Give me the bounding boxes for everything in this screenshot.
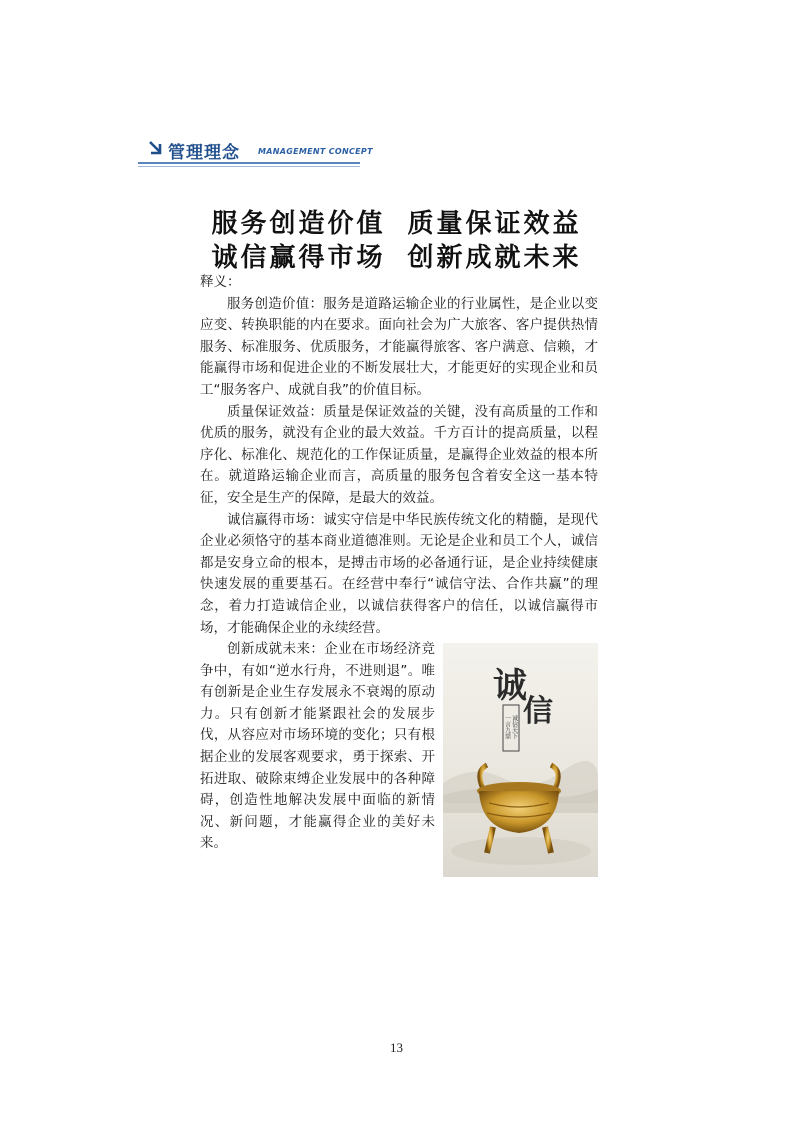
slogan-phrase: 创新成就未来 xyxy=(407,243,582,273)
paragraph-quality: 质量保证效益：质量是保证效益的关键，没有高质量的工作和优质的服务，就没有企业的最大效益。千方百计的提高质量，以程序化、标准化、规范化的工作保证质量，是赢得企业效益的根本所在。就道路运输企业而言，高质量的服务包含着安全这一基本特征，安全是生产的保障，是最大的效益。 xyxy=(200,403,598,506)
slogan-phrase: 质量保证效益 xyxy=(407,209,582,239)
calligraphy-char-2: 信 xyxy=(523,694,553,730)
slogan-phrase: 诚信赢得市场 xyxy=(211,243,386,273)
paragraph-innovation: 创新成就未来：企业在市场经济竞争中，有如“逆水行舟，不进则退”。唯有创新是企业生存发展永不衰竭的原动力。只有创新才能紧跟社会的发展步伐，从容应对市场环境的变化；只有根据企业的发展客观要求，勇于探索、开拓进取、破除束缚企业发展中的各种障碍，创造性地解决发展中面临的新情况、新问题，才能赢得企业的美好未来。 xyxy=(200,641,435,852)
header-rule xyxy=(138,162,360,164)
integrity-ding-image xyxy=(443,643,598,877)
header-rule-thin xyxy=(138,166,360,167)
slogan-phrase: 服务创造价值 xyxy=(211,209,386,239)
explanation-text xyxy=(200,272,598,877)
paragraph-service: 服务创造价值：服务是道路运输企业的行业属性，是企业以变应变、转换职能的内在要求。面向社会为广大旅客、客户提供热情服务、标准服务、优质服务，才能赢得旅客、客户满意、信赖，才能赢得市场和促进企业的不断发展壮大，才能更好的实现企业和员工“服务客户、成就自我”的价值目标。 xyxy=(200,295,598,398)
section-header xyxy=(138,138,373,170)
paragraph-integrity: 诚信赢得市场：诚实守信是中华民族传统文化的精髓，是现代企业必须恪守的基本商业道德准则。无论是企业和员工个人，诚信都是安身立命的根本，是搏击市场的必备通行证，是企业持续健康快速发展的重要基石。在经营中奉行“诚信守法、合作共赢”的理念，着力打造诚信企业，以诚信获得客户的信任，以诚信赢得市场，才能确保企业的永续经营。 xyxy=(200,511,598,636)
slogan-line-2 xyxy=(0,237,793,274)
page-number: 13 xyxy=(390,1040,403,1055)
seal-text-1: 一言九鼎 xyxy=(503,715,511,740)
seal-text-2: 诚信天下 xyxy=(510,715,518,740)
intro-label: 释义： xyxy=(200,274,241,290)
section-subtitle: MANAGEMENT CONCEPT xyxy=(258,147,373,156)
section-title: 管理理念 xyxy=(168,143,240,163)
arrow-icon xyxy=(148,140,164,158)
slogan-line-1 xyxy=(0,203,793,240)
calligraphy-char-1: 诚 xyxy=(493,666,527,707)
